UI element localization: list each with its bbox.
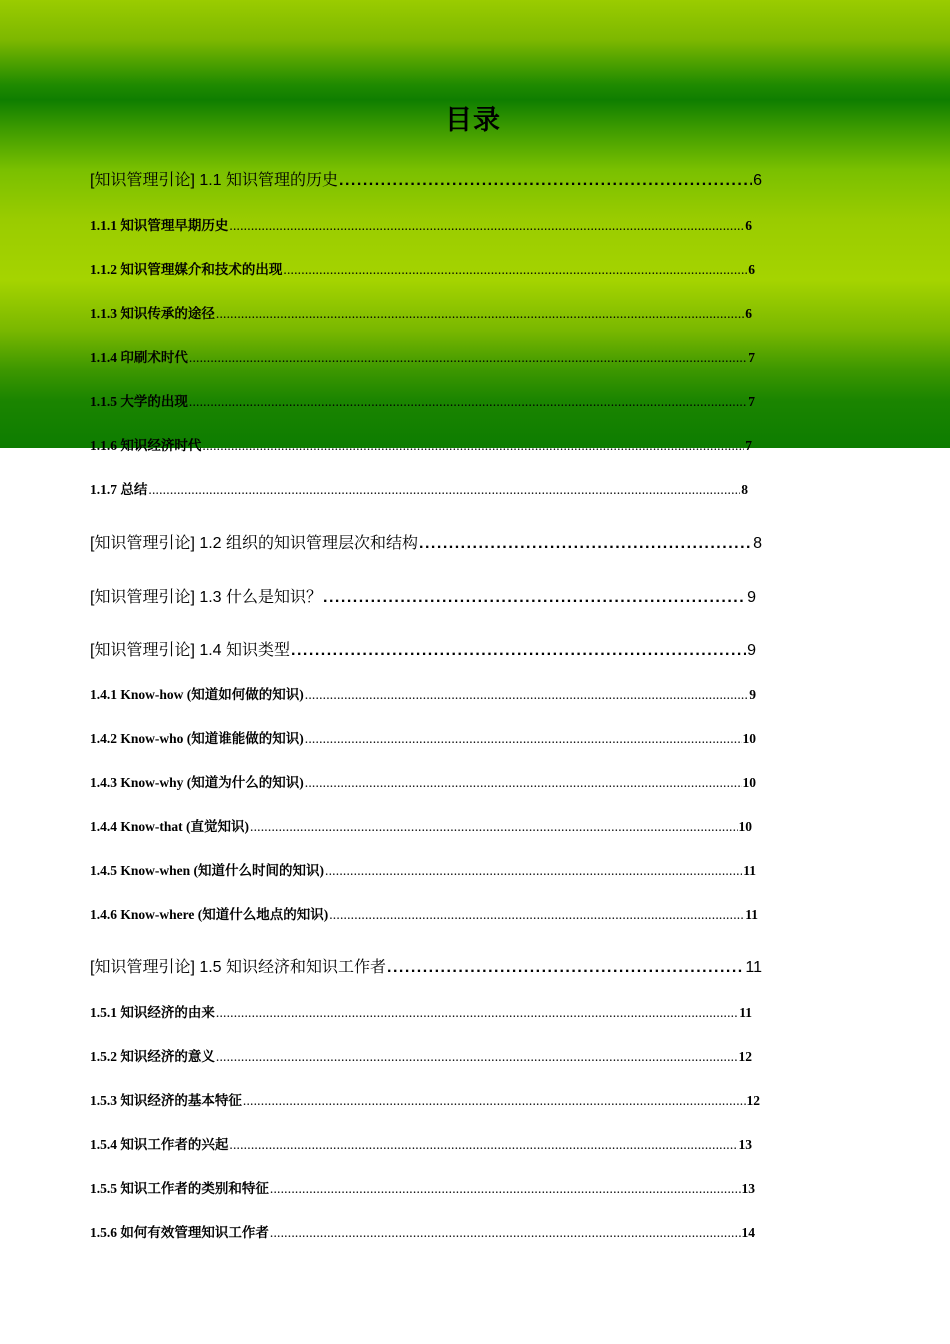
toc-entry-1-5-4[interactable]	[90, 1136, 752, 1154]
dot-leader	[323, 587, 746, 609]
dot-leader	[216, 1004, 738, 1022]
toc-entry-1-4-2[interactable]	[90, 730, 756, 748]
toc-entry-1-1-1[interactable]	[90, 217, 752, 235]
toc-entry-1-5-2[interactable]	[90, 1048, 752, 1066]
toc-entry-1-5-6[interactable]	[90, 1224, 755, 1242]
toc-page-number: 9	[749, 687, 756, 702]
toc-page-number: 6	[748, 262, 755, 277]
dot-leader	[329, 906, 744, 924]
toc-entry-1-1-6[interactable]	[90, 437, 752, 455]
toc-entry-1-4-6[interactable]	[90, 906, 758, 924]
toc-entry-1-1-7[interactable]	[90, 481, 748, 499]
dot-leader	[216, 305, 744, 323]
toc-label: 1.5.1 知识经济的由来	[90, 1005, 215, 1020]
toc-page-number: 10	[742, 731, 756, 746]
toc-label: 1.5.4 知识工作者的兴起	[90, 1137, 229, 1152]
toc-entry-1-4[interactable]	[90, 640, 756, 662]
dot-leader	[305, 730, 742, 748]
dot-leader	[339, 170, 752, 192]
dot-leader	[305, 686, 748, 704]
dot-leader	[291, 640, 746, 662]
toc-label: 1.5.3 知识经济的基本特征	[90, 1093, 242, 1108]
dot-leader	[270, 1180, 741, 1198]
toc-label: 1.1.6 知识经济时代	[90, 438, 202, 453]
toc-label: 1.4.2 Know-who (知道谁能做的知识)	[90, 731, 304, 746]
toc-entry-1-4-1[interactable]	[90, 686, 756, 704]
toc-label: 1.4.3 Know-why (知道为什么的知识)	[90, 775, 304, 790]
toc-entry-1-1-4[interactable]	[90, 349, 755, 367]
dot-leader	[387, 957, 744, 979]
toc-entry-1-5[interactable]	[90, 957, 762, 979]
toc-entry-1-4-3[interactable]	[90, 774, 756, 792]
toc-page-number: 7	[745, 438, 752, 453]
toc-label: [知识管理引论] 1.2 组织的知识管理层次和结构	[90, 535, 419, 552]
page-title: 目录	[445, 105, 501, 136]
toc-page-number: 7	[748, 394, 755, 409]
toc-label: 1.1.3 知识传承的途径	[90, 306, 215, 321]
toc-page-number: 9	[747, 642, 756, 659]
toc-entry-1-4-4[interactable]	[90, 818, 752, 836]
dot-leader	[216, 1048, 738, 1066]
dot-leader	[229, 217, 744, 235]
toc-label: 1.5.6 如何有效管理知识工作者	[90, 1225, 269, 1240]
toc-label: 1.4.4 Know-that (直觉知识)	[90, 819, 249, 834]
toc-label: [知识管理引论] 1.3 什么是知识？	[90, 589, 323, 606]
toc-label: 1.5.2 知识经济的意义	[90, 1049, 215, 1064]
toc-entry-1-1[interactable]	[90, 170, 762, 192]
toc-page-number: 11	[739, 1005, 752, 1020]
toc-entry-1-1-5[interactable]	[90, 393, 755, 411]
toc-page-number: 11	[745, 907, 758, 922]
toc-label: [知识管理引论] 1.5 知识经济和知识工作者	[90, 959, 387, 976]
toc-page-number: 13	[741, 1181, 755, 1196]
toc-label: 1.1.7 总结	[90, 482, 148, 497]
toc-entry-1-1-3[interactable]	[90, 305, 752, 323]
toc-entry-1-3[interactable]	[90, 587, 756, 609]
dot-leader	[325, 862, 742, 880]
toc-label: 1.1.2 知识管理媒介和技术的出现	[90, 262, 283, 277]
dot-leader	[283, 261, 747, 279]
toc-page-number: 13	[738, 1137, 752, 1152]
toc-page-number: 6	[745, 218, 752, 233]
toc-label: 1.1.1 知识管理早期历史	[90, 218, 229, 233]
toc-entry-1-1-2[interactable]	[90, 261, 755, 279]
toc-entry-1-5-1[interactable]	[90, 1004, 752, 1022]
toc-page-number: 11	[743, 863, 756, 878]
toc-entry-1-2[interactable]	[90, 533, 762, 555]
toc-page-number: 10	[742, 775, 756, 790]
dot-leader	[419, 533, 752, 555]
toc-label: 1.4.5 Know-when (知道什么时间的知识)	[90, 863, 325, 878]
toc-label: [知识管理引论] 1.4 知识类型	[90, 642, 291, 659]
dot-leader	[202, 437, 744, 455]
toc-label: 1.5.5 知识工作者的类别和特征	[90, 1181, 269, 1196]
toc-label: 1.4.6 Know-where (知道什么地点的知识)	[90, 907, 329, 922]
toc-page-number: 6	[753, 172, 762, 189]
dot-leader	[189, 349, 747, 367]
dot-leader	[148, 481, 740, 499]
toc-page-number: 10	[738, 819, 752, 834]
toc-page-number: 7	[748, 350, 755, 365]
toc-page-number: 12	[738, 1049, 752, 1064]
toc-label: 1.1.5 大学的出现	[90, 394, 188, 409]
toc-label: 1.4.1 Know-how (知道如何做的知识)	[90, 687, 304, 702]
toc-page-number: 9	[747, 589, 756, 606]
toc-page-number: 12	[746, 1093, 760, 1108]
toc-label: 1.1.4 印刷术时代	[90, 350, 188, 365]
dot-leader	[270, 1224, 741, 1242]
dot-leader	[229, 1136, 737, 1154]
toc-page-number: 8	[753, 535, 762, 552]
toc-entry-1-5-5[interactable]	[90, 1180, 755, 1198]
toc-entry-1-5-3[interactable]	[90, 1092, 760, 1110]
toc-page-number: 11	[745, 959, 762, 976]
toc-label: [知识管理引论] 1.1 知识管理的历史	[90, 172, 339, 189]
toc-page-number: 8	[741, 482, 748, 497]
toc-entry-1-4-5[interactable]	[90, 862, 756, 880]
dot-leader	[189, 393, 747, 411]
dot-leader	[243, 1092, 746, 1110]
toc-page-number: 14	[741, 1225, 755, 1240]
dot-leader	[305, 774, 742, 792]
toc-page-number: 6	[745, 306, 752, 321]
dot-leader	[250, 818, 738, 836]
